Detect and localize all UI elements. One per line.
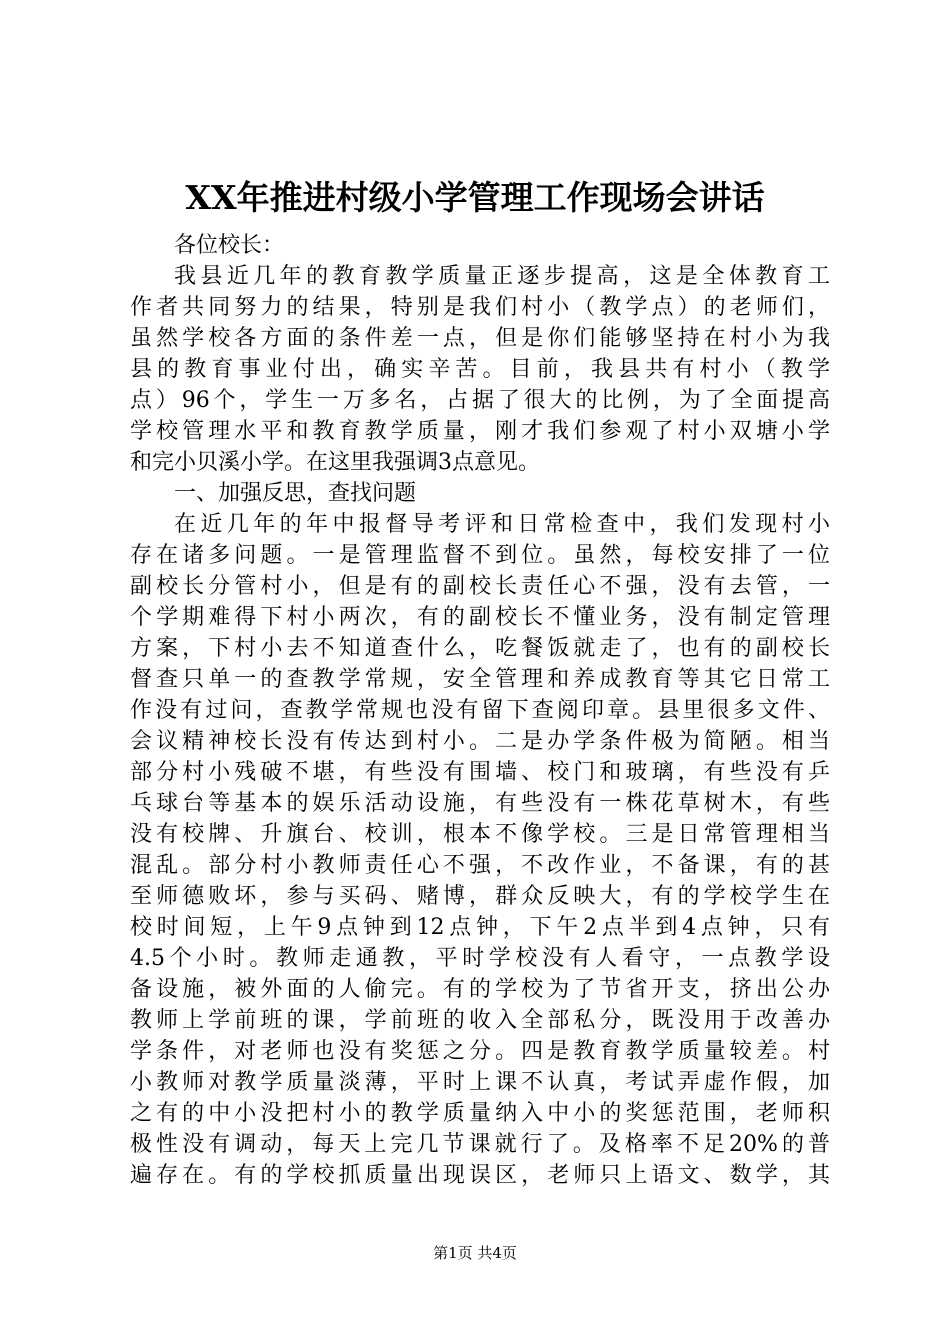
text-line: 之有的中小没把村小的教学质量纳入中小的奖惩范围，老师积 [130, 1101, 830, 1126]
text-line: 虽然学校各方面的条件差一点，但是你们能够坚持在村小为我 [130, 326, 830, 351]
text-line: 小教师对教学质量淡薄，平时上课不认真，考试弄虚作假，加 [130, 1070, 830, 1095]
text-line: 作没有过问，查教学常规也没有留下查阅印章。县里很多文件、 [130, 698, 830, 723]
text-line: 督查只单一的查教学常规，安全管理和养成教育等其它日常工 [130, 667, 830, 692]
paragraph-intro [130, 261, 830, 478]
text-line: 方案，下村小去不知道查什么，吃餐饭就走了，也有的副校长 [130, 636, 830, 661]
text-line: 县的教育事业付出，确实辛苦。目前，我县共有村小（教学 [130, 357, 830, 382]
text-line: 教师上学前班的课，学前班的收入全部私分，既没用于改善办 [130, 1008, 830, 1033]
text-line: 学校管理水平和教育教学质量，刚才我们参观了村小双塘小学 [130, 419, 830, 444]
text-line: 至师德败坏，参与买码、赌博，群众反映大，有的学校学生在 [130, 884, 830, 909]
text-line: 在近几年的年中报督导考评和日常检查中，我们发现村小 [174, 512, 830, 537]
text-line: 会议精神校长没有传达到村小。二是办学条件极为简陋。相当 [130, 729, 830, 754]
text-line: 校时间短，上午9点钟到12点钟，下午2点半到4点钟，只有 [130, 915, 830, 940]
text-line: 没有校牌、升旗台、校训，根本不像学校。三是日常管理相当 [130, 822, 830, 847]
text-line: 乓球台等基本的娱乐活动设施，有些没有一株花草树木，有些 [130, 791, 830, 816]
text-line: 遍存在。有的学校抓质量出现误区，老师只上语文、数学，其 [130, 1163, 830, 1188]
text-line: 混乱。部分村小教师责任心不强，不改作业，不备课，有的甚 [130, 853, 830, 878]
text-line: 极性没有调动，每天上完几节课就行了。及格率不足20%的普 [130, 1132, 830, 1157]
text-line: 副校长分管村小，但是有的副校长责任心不强，没有去管，一 [130, 574, 830, 599]
text-line: 4.5个小时。教师走通教，平时学校没有人看守，一点教学设 [130, 946, 830, 971]
text-line: 个学期难得下村小两次，有的副校长不懂业务，没有制定管理 [130, 605, 830, 630]
text-line: 作者共同努力的结果，特别是我们村小（教学点）的老师们， [130, 295, 830, 320]
text-line: 点）96个，学生一万多名，占据了很大的比例，为了全面提高 [130, 388, 830, 413]
section-heading-text: 一、加强反思，查找问题 [174, 481, 417, 506]
document-title: XX年推进村级小学管理工作现场会讲话 [185, 178, 765, 217]
text-line: 存在诸多问题。一是管理监督不到位。虽然，每校安排了一位 [130, 543, 830, 568]
page-number-footer: 第1页 共4页 [433, 1244, 517, 1262]
section-heading [130, 478, 830, 509]
text-line: 部分村小残破不堪，有些没有围墙、校门和玻璃，有些没有乒 [130, 760, 830, 785]
salutation: 各位校长： [174, 233, 285, 258]
document-body [130, 230, 830, 1191]
text-line: 学条件，对老师也没有奖惩之分。四是教育教学质量较差。村 [130, 1039, 830, 1064]
text-line: 备设施，被外面的人偷完。有的学校为了节省开支，挤出公办 [130, 977, 830, 1002]
paragraph-problems [130, 509, 830, 1191]
text-line: 我县近几年的教育教学质量正逐步提高，这是全体教育工 [174, 264, 830, 289]
text-line: 和完小贝溪小学。在这里我强调3点意见。 [130, 450, 540, 475]
